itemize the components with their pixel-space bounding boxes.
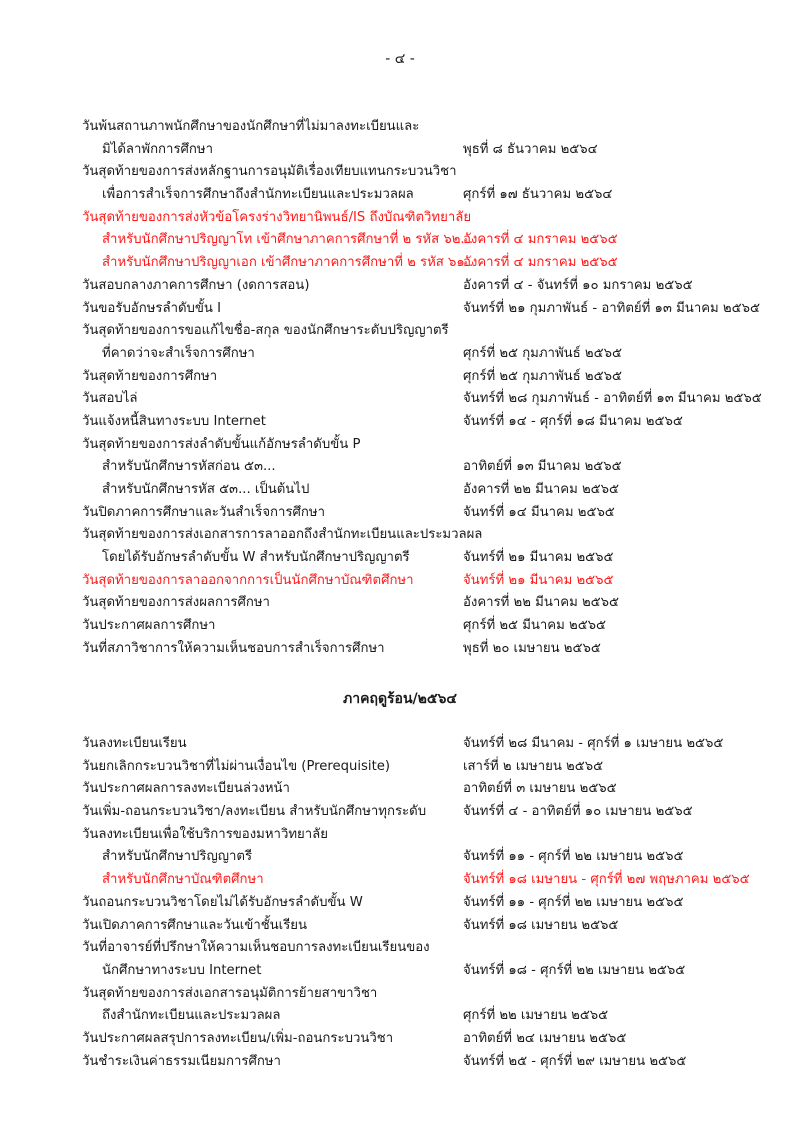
event-date: อาทิตย์ที่ ๓ เมษายน ๒๕๖๕ (463, 781, 617, 797)
event-date: จันทร์ที่ ๑๘ เมษายน ๒๕๖๕ (463, 917, 619, 933)
event-date: จันทร์ที่ ๒๑ มีนาคม ๒๕๖๕ (463, 572, 614, 588)
schedule-row (0, 547, 800, 570)
event-date: จันทร์ที่ ๑๔ - ศุกร์ที่ ๑๘ มีนาคม ๒๕๖๕ (463, 413, 683, 429)
schedule-row (0, 184, 800, 207)
event-label: วันสุดท้ายของการศึกษา (82, 368, 218, 384)
event-date: เสาร์ที่ ๒ เมษายน ๒๕๖๕ (463, 758, 604, 774)
event-date: ศุกร์ที่ ๒๕ กุมภาพันธ์ ๒๕๖๕ (463, 345, 622, 361)
event-label: วันขอรับอักษรลำดับขั้น I (82, 300, 222, 316)
schedule-row (0, 778, 800, 801)
event-label: วันแจ้งหนี้สินทางระบบ Internet (82, 413, 266, 429)
schedule-row (0, 275, 800, 298)
page-number: - ๔ - (385, 51, 415, 67)
event-label: วันสอบกลางภาคการศึกษา (งดการสอน) (82, 277, 310, 293)
schedule-row (0, 434, 800, 457)
schedule-row (0, 983, 800, 1006)
schedule-row (0, 229, 800, 252)
schedule-row (0, 524, 800, 547)
event-label: วันถอนกระบวนวิชาโดยไม่ได้รับอักษรลำดับขั้น W (82, 894, 363, 910)
schedule-row (0, 846, 800, 869)
event-date: จันทร์ที่ ๒๘ มีนาคม - ศุกร์ที่ ๑ เมษายน ๒๕๖๕ (463, 736, 724, 751)
event-label: วันเปิดภาคการศึกษาและวันเข้าชั้นเรียน (82, 917, 308, 933)
schedule-row (0, 570, 800, 593)
schedule-row (0, 733, 800, 756)
schedule-row (0, 915, 800, 938)
event-label: วันสุดท้ายของการขอแก้ไขชื่อ-สกุล ของนักศึกษาระดับปริญญาตรี (82, 323, 449, 339)
event-label: วันสุดท้ายของการลาออกจากการเป็นนักศึกษาบัณฑิตศึกษา (82, 572, 414, 588)
event-date: พุธที่ ๘ ธันวาคม ๒๕๖๔ (463, 141, 598, 157)
event-label: วันประกาศผลการศึกษา (82, 618, 216, 634)
event-label: วันสุดท้ายของการส่งลำดับขั้นแก้อักษรลำดับขั้น P (82, 436, 361, 452)
event-date: อาทิตย์ที่ ๒๔ เมษายน ๒๕๖๕ (463, 1030, 627, 1046)
event-label: ที่คาดว่าจะสำเร็จการศึกษา (102, 345, 255, 361)
event-label: วันพ้นสถานภาพนักศึกษาของนักศึกษาที่ไม่มาลงทะเบียนและ (82, 119, 420, 134)
first-semester-schedule (0, 116, 800, 661)
schedule-row (0, 638, 800, 661)
summer-session-heading: ภาคฤดูร้อน/๒๕๖๔ (343, 691, 457, 707)
schedule-row (0, 960, 800, 983)
event-date: จันทร์ที่ ๒๘ กุมภาพันธ์ - อาทิตย์ที่ ๑๓ มีนาคม ๒๕๖๕ (463, 391, 762, 407)
event-label: เพื่อการสำเร็จการศึกษาถึงสำนักทะเบียนและประมวลผล (102, 187, 414, 203)
event-label: วันลงทะเบียนเรียน (82, 736, 187, 751)
event-label: วันสุดท้ายของการส่งหัวข้อโครงร่างวิทยานิพนธ์/IS ถึงบัณฑิตวิทยาลัย (82, 209, 472, 225)
event-label: สำหรับนักศึกษาปริญญาตรี (102, 849, 253, 865)
event-date: อังคารที่ ๔ มกราคม ๒๕๖๕ (463, 232, 618, 248)
event-label: วันสอบไล่ (82, 391, 138, 407)
event-label: สำหรับนักศึกษารหัส ๕๓... เป็นต้นไป (102, 482, 310, 497)
schedule-row (0, 1028, 800, 1051)
event-label: ถึงสำนักทะเบียนและประมวลผล (102, 1008, 281, 1024)
event-label: สำหรับนักศึกษารหัสก่อน ๕๓... (102, 459, 276, 475)
schedule-row (0, 139, 800, 162)
schedule-row (0, 1051, 800, 1074)
schedule-row (0, 320, 800, 343)
event-label: วันที่อาจารย์ที่ปรึกษาให้ความเห็นชอบการลงทะเบียนเรียนของ (82, 940, 430, 956)
event-date: ศุกร์ที่ ๒๒ เมษายน ๒๕๖๕ (463, 1008, 609, 1024)
schedule-row (0, 298, 800, 321)
event-label: นักศึกษาทางระบบ Internet (102, 962, 262, 978)
event-date: อังคารที่ ๔ มกราคม ๒๕๖๕ (463, 255, 618, 271)
event-date: ศุกร์ที่ ๒๕ กุมภาพันธ์ ๒๕๖๕ (463, 368, 622, 384)
event-date: จันทร์ที่ ๑๑ - ศุกร์ที่ ๒๒ เมษายน ๒๕๖๕ (463, 849, 684, 865)
event-date: พุธที่ ๒๐ เมษายน ๒๕๖๕ (463, 640, 601, 656)
event-date: อังคารที่ ๒๒ มีนาคม ๒๕๖๕ (463, 595, 619, 611)
schedule-row (0, 252, 800, 275)
event-date: จันทร์ที่ ๔ - อาทิตย์ที่ ๑๐ เมษายน ๒๕๖๕ (463, 804, 693, 820)
schedule-row (0, 207, 800, 230)
event-date: จันทร์ที่ ๑๘ - ศุกร์ที่ ๒๒ เมษายน ๒๕๖๕ (463, 962, 686, 978)
event-label: วันปิดภาคการศึกษาและวันสำเร็จการศึกษา (82, 504, 325, 520)
event-label: วันสุดท้ายของการส่งเอกสารอนุมัติการย้ายสาขาวิชา (82, 985, 378, 1001)
event-date: จันทร์ที่ ๑๑ - ศุกร์ที่ ๒๒ เมษายน ๒๕๖๕ (463, 894, 684, 910)
schedule-row (0, 937, 800, 960)
event-label: วันเพิ่ม-ถอนกระบวนวิชา/ลงทะเบียน สำหรับนักศึกษาทุกระดับ (82, 804, 427, 820)
event-date: อาทิตย์ที่ ๑๓ มีนาคม ๒๕๖๕ (463, 459, 622, 475)
event-label: วันสุดท้ายของการส่งเอกสารการลาออกถึงสำนักทะเบียนและประมวลผล (82, 527, 483, 543)
event-label: วันชำระเงินค่าธรรมเนียมการศึกษา (82, 1053, 281, 1069)
event-label: สำหรับนักศึกษาปริญญาโท เข้าศึกษาภาคการศึกษาที่ ๒ รหัส ๖๒... (102, 232, 474, 248)
event-date: ศุกร์ที่ ๒๕ มีนาคม ๒๕๖๕ (463, 618, 607, 634)
schedule-row (0, 116, 800, 139)
schedule-row (0, 824, 800, 847)
event-label: วันสุดท้ายของการส่งผลการศึกษา (82, 595, 270, 611)
event-label: สำหรับนักศึกษาบัณฑิตศึกษา (102, 872, 264, 888)
schedule-row (0, 801, 800, 824)
schedule-row (0, 892, 800, 915)
schedule-row (0, 756, 800, 779)
schedule-row (0, 592, 800, 615)
summer-session-schedule (0, 733, 800, 1073)
event-label: สำหรับนักศึกษาปริญญาเอก เข้าศึกษาภาคการศึกษาที่ ๒ รหัส ๖๑.. (102, 255, 474, 271)
schedule-row (0, 615, 800, 638)
event-date: จันทร์ที่ ๑๘ เมษายน - ศุกร์ที่ ๒๗ พฤษภาคม ๒๕๖๕ (463, 872, 750, 888)
schedule-row (0, 161, 800, 184)
schedule-row (0, 479, 800, 502)
event-label: มิได้ลาพักการศึกษา (102, 141, 213, 157)
schedule-row (0, 502, 800, 525)
event-label: วันประกาศผลการลงทะเบียนล่วงหน้า (82, 781, 290, 797)
schedule-row (0, 343, 800, 366)
event-date: จันทร์ที่ ๑๔ มีนาคม ๒๕๖๕ (463, 504, 615, 520)
event-date: จันทร์ที่ ๒๕ - ศุกร์ที่ ๒๙ เมษายน ๒๕๖๕ (463, 1053, 687, 1069)
schedule-row (0, 411, 800, 434)
event-date: อังคารที่ ๒๒ มีนาคม ๒๕๖๕ (463, 482, 619, 497)
event-label: วันลงทะเบียนเพื่อใช้บริการของมหาวิทยาลัย (82, 826, 328, 842)
event-date: จันทร์ที่ ๒๑ มีนาคม ๒๕๖๕ (463, 550, 614, 566)
schedule-row (0, 456, 800, 479)
event-label: วันประกาศผลสรุปการลงทะเบียน/เพิ่ม-ถอนกระบวนวิชา (82, 1030, 394, 1046)
event-date: จันทร์ที่ ๒๑ กุมภาพันธ์ - อาทิตย์ที่ ๑๓ มีนาคม ๒๕๖๕ (463, 300, 760, 316)
schedule-row (0, 366, 800, 389)
event-date: ศุกร์ที่ ๑๗ ธันวาคม ๒๕๖๔ (463, 187, 613, 203)
schedule-row (0, 869, 800, 892)
event-label: วันยกเลิกกระบวนวิชาที่ไม่ผ่านเงื่อนไข (Prerequisite) (82, 758, 391, 774)
event-date: อังคารที่ ๔ - จันทร์ที่ ๑๐ มกราคม ๒๕๖๕ (463, 277, 693, 293)
schedule-row (0, 1005, 800, 1028)
event-label: วันที่สภาวิชาการให้ความเห็นชอบการสำเร็จการศึกษา (82, 640, 385, 656)
event-label: โดยได้รับอักษรลำดับขั้น W สำหรับนักศึกษาปริญญาตรี (102, 550, 410, 566)
schedule-row (0, 388, 800, 411)
event-label: วันสุดท้ายของการส่งหลักฐานการอนุมัติเรื่องเทียบแทนกระบวนวิชา (82, 164, 457, 180)
